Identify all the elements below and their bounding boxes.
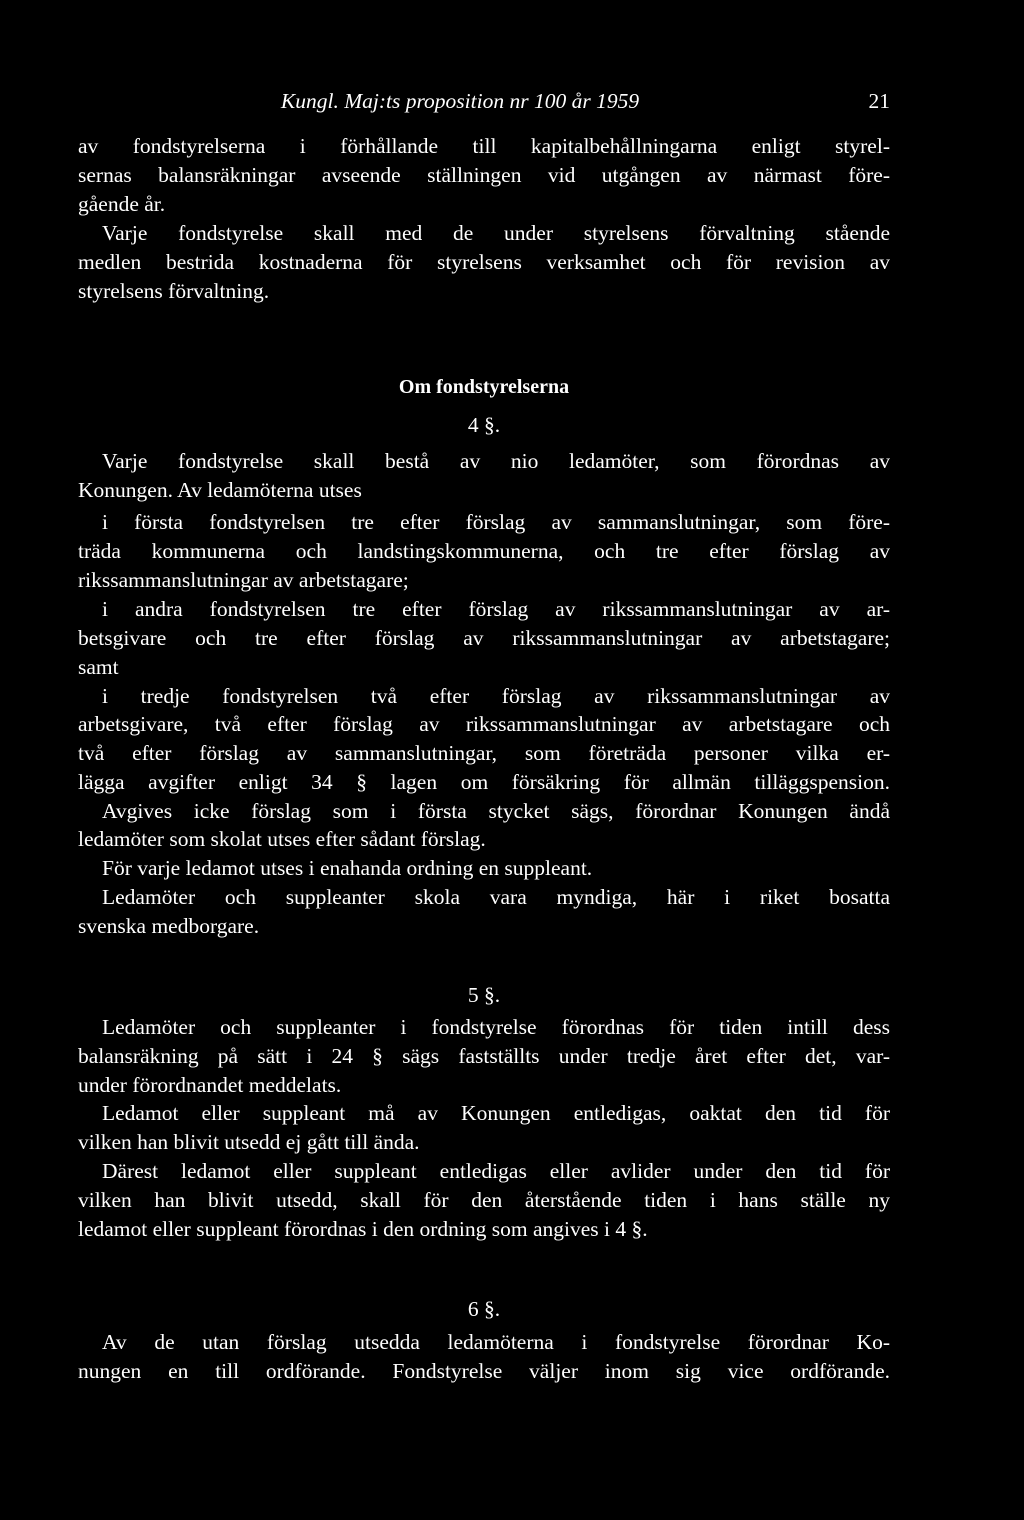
text-line: samt [78,655,119,679]
section-heading: Om fondstyrelserna [398,376,570,398]
running-header-title: Kungl. Maj:ts proposition nr 100 år 1959 [280,89,640,113]
text-line: av fondstyrelserna i förhållande till kapitalbehållningarna enligt styrel- [78,134,890,158]
text-line: Konungen. Av ledamöterna utses [78,478,362,502]
text-line: rikssammanslutningar av arbetstagare; [78,568,409,592]
text-line: i andra fondstyrelsen tre efter förslag av rikssammanslutningar av ar- [102,597,890,621]
text-line: ledamot eller suppleant förordnas i den ordning som angives i 4 §. [78,1217,648,1241]
text-line: betsgivare och tre efter förslag av rikssammanslutningar av arbetstagare; [78,626,890,650]
text-line: svenska medborgare. [78,914,260,938]
section-mark-4: 4 §. [467,413,501,437]
text-line: lägga avgifter enligt 34 § lagen om försäkring för allmän tilläggspension. [78,770,890,794]
text-line: arbetsgivare, två efter förslag av rikssammanslutningar av arbetstagare och [78,712,890,736]
text-line: nungen en till ordförande. Fondstyrelse väljer inom sig vice ordförande. [78,1359,890,1383]
text-line: Avgives icke förslag som i första stycket sägs, förordnar Konungen ändå [102,799,890,823]
text-line: medlen bestrida kostnaderna för styrelsens verksamhet och för revision av [78,250,890,274]
text-line: i första fondstyrelsen tre efter förslag av sammanslutningar, som före- [102,510,890,534]
text-line: Av de utan förslag utsedda ledamöterna i fondstyrelse förordnar Ko- [102,1330,890,1354]
text-line: gående år. [78,192,166,216]
text-line: vilken han blivit utsedd ej gått till ända. [78,1130,420,1154]
section-mark-6: 6 §. [467,1297,501,1321]
text-line: ledamöter som skolat utses efter sådant förslag. [78,827,486,851]
text-line: sernas balansräkningar avseende ställningen vid utgången av närmast före- [78,163,890,187]
text-line: Därest ledamot eller suppleant entledigas eller avlider under den tid för [102,1159,890,1183]
text-line: i tredje fondstyrelsen två efter förslag av rikssammanslutningar av [102,684,890,708]
text-line: För varje ledamot utses i enahanda ordning en suppleant. [102,856,593,880]
text-line: Varje fondstyrelse skall med de under styrelsens förvaltning stående [102,221,890,245]
text-line: Varje fondstyrelse skall bestå av nio ledamöter, som förordnas av [102,449,890,473]
section-mark-5: 5 §. [467,983,501,1007]
text-line: Ledamot eller suppleant må av Konungen entledigas, oaktat den tid för [102,1101,890,1125]
text-line: styrelsens förvaltning. [78,279,270,303]
text-line: träda kommunerna och landstingskommunerna, och tre efter förslag av [78,539,890,563]
text-line: Ledamöter och suppleanter skola vara myndiga, här i riket bosatta [102,885,890,909]
text-line: Ledamöter och suppleanter i fondstyrelse förordnas för tiden intill dess [102,1015,890,1039]
text-line: under förordnandet meddelats. [78,1073,342,1097]
text-line: vilken han blivit utsedd, skall för den återstående tiden i hans ställe ny [78,1188,890,1212]
text-line: två efter förslag av sammanslutningar, som företräda personer vilka er- [78,741,890,765]
page-number: 21 [868,89,890,113]
text-line: balansräkning på sätt i 24 § sägs fastställts under tredje året efter det, var- [78,1044,890,1068]
